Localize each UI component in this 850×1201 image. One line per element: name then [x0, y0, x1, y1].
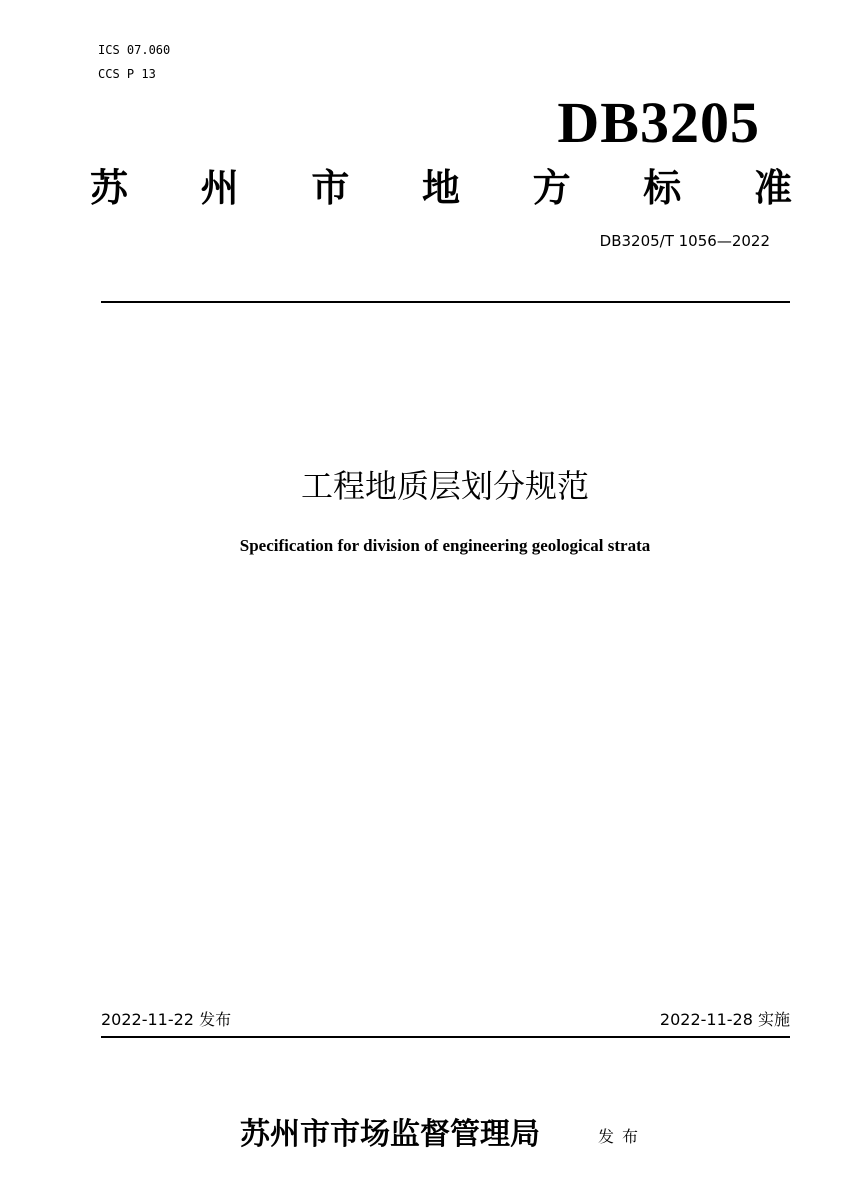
standard-type-char: 方: [532, 168, 571, 210]
implementation-date: 2022-11-28 实施: [659, 1010, 790, 1029]
standard-code: DB3205: [557, 90, 760, 155]
document-title-english: Specification for division of engineering geological strata: [239, 536, 651, 555]
standard-type-char: 地: [421, 168, 460, 210]
bottom-divider: [101, 1036, 790, 1038]
publisher-name: 苏州市市场监督管理局: [240, 1117, 540, 1152]
ics-code: ICS 07.060: [98, 43, 171, 57]
standard-type-char: 苏: [90, 168, 129, 210]
standard-type-char: 州: [200, 168, 239, 210]
issue-date: 2022-11-22 发布: [101, 1010, 232, 1029]
standard-type-char: 准: [753, 168, 792, 210]
document-title-chinese: 工程地质层划分规范: [300, 467, 589, 505]
standard-type-char: 标: [643, 168, 682, 210]
ccs-code: CCS P 13: [98, 67, 156, 81]
standard-type-char: 市: [311, 168, 350, 210]
standard-type: [90, 162, 792, 216]
top-divider: [101, 301, 790, 303]
publish-label: 发布: [598, 1127, 647, 1146]
standard-number: DB3205/T 1056—2022: [599, 232, 770, 250]
